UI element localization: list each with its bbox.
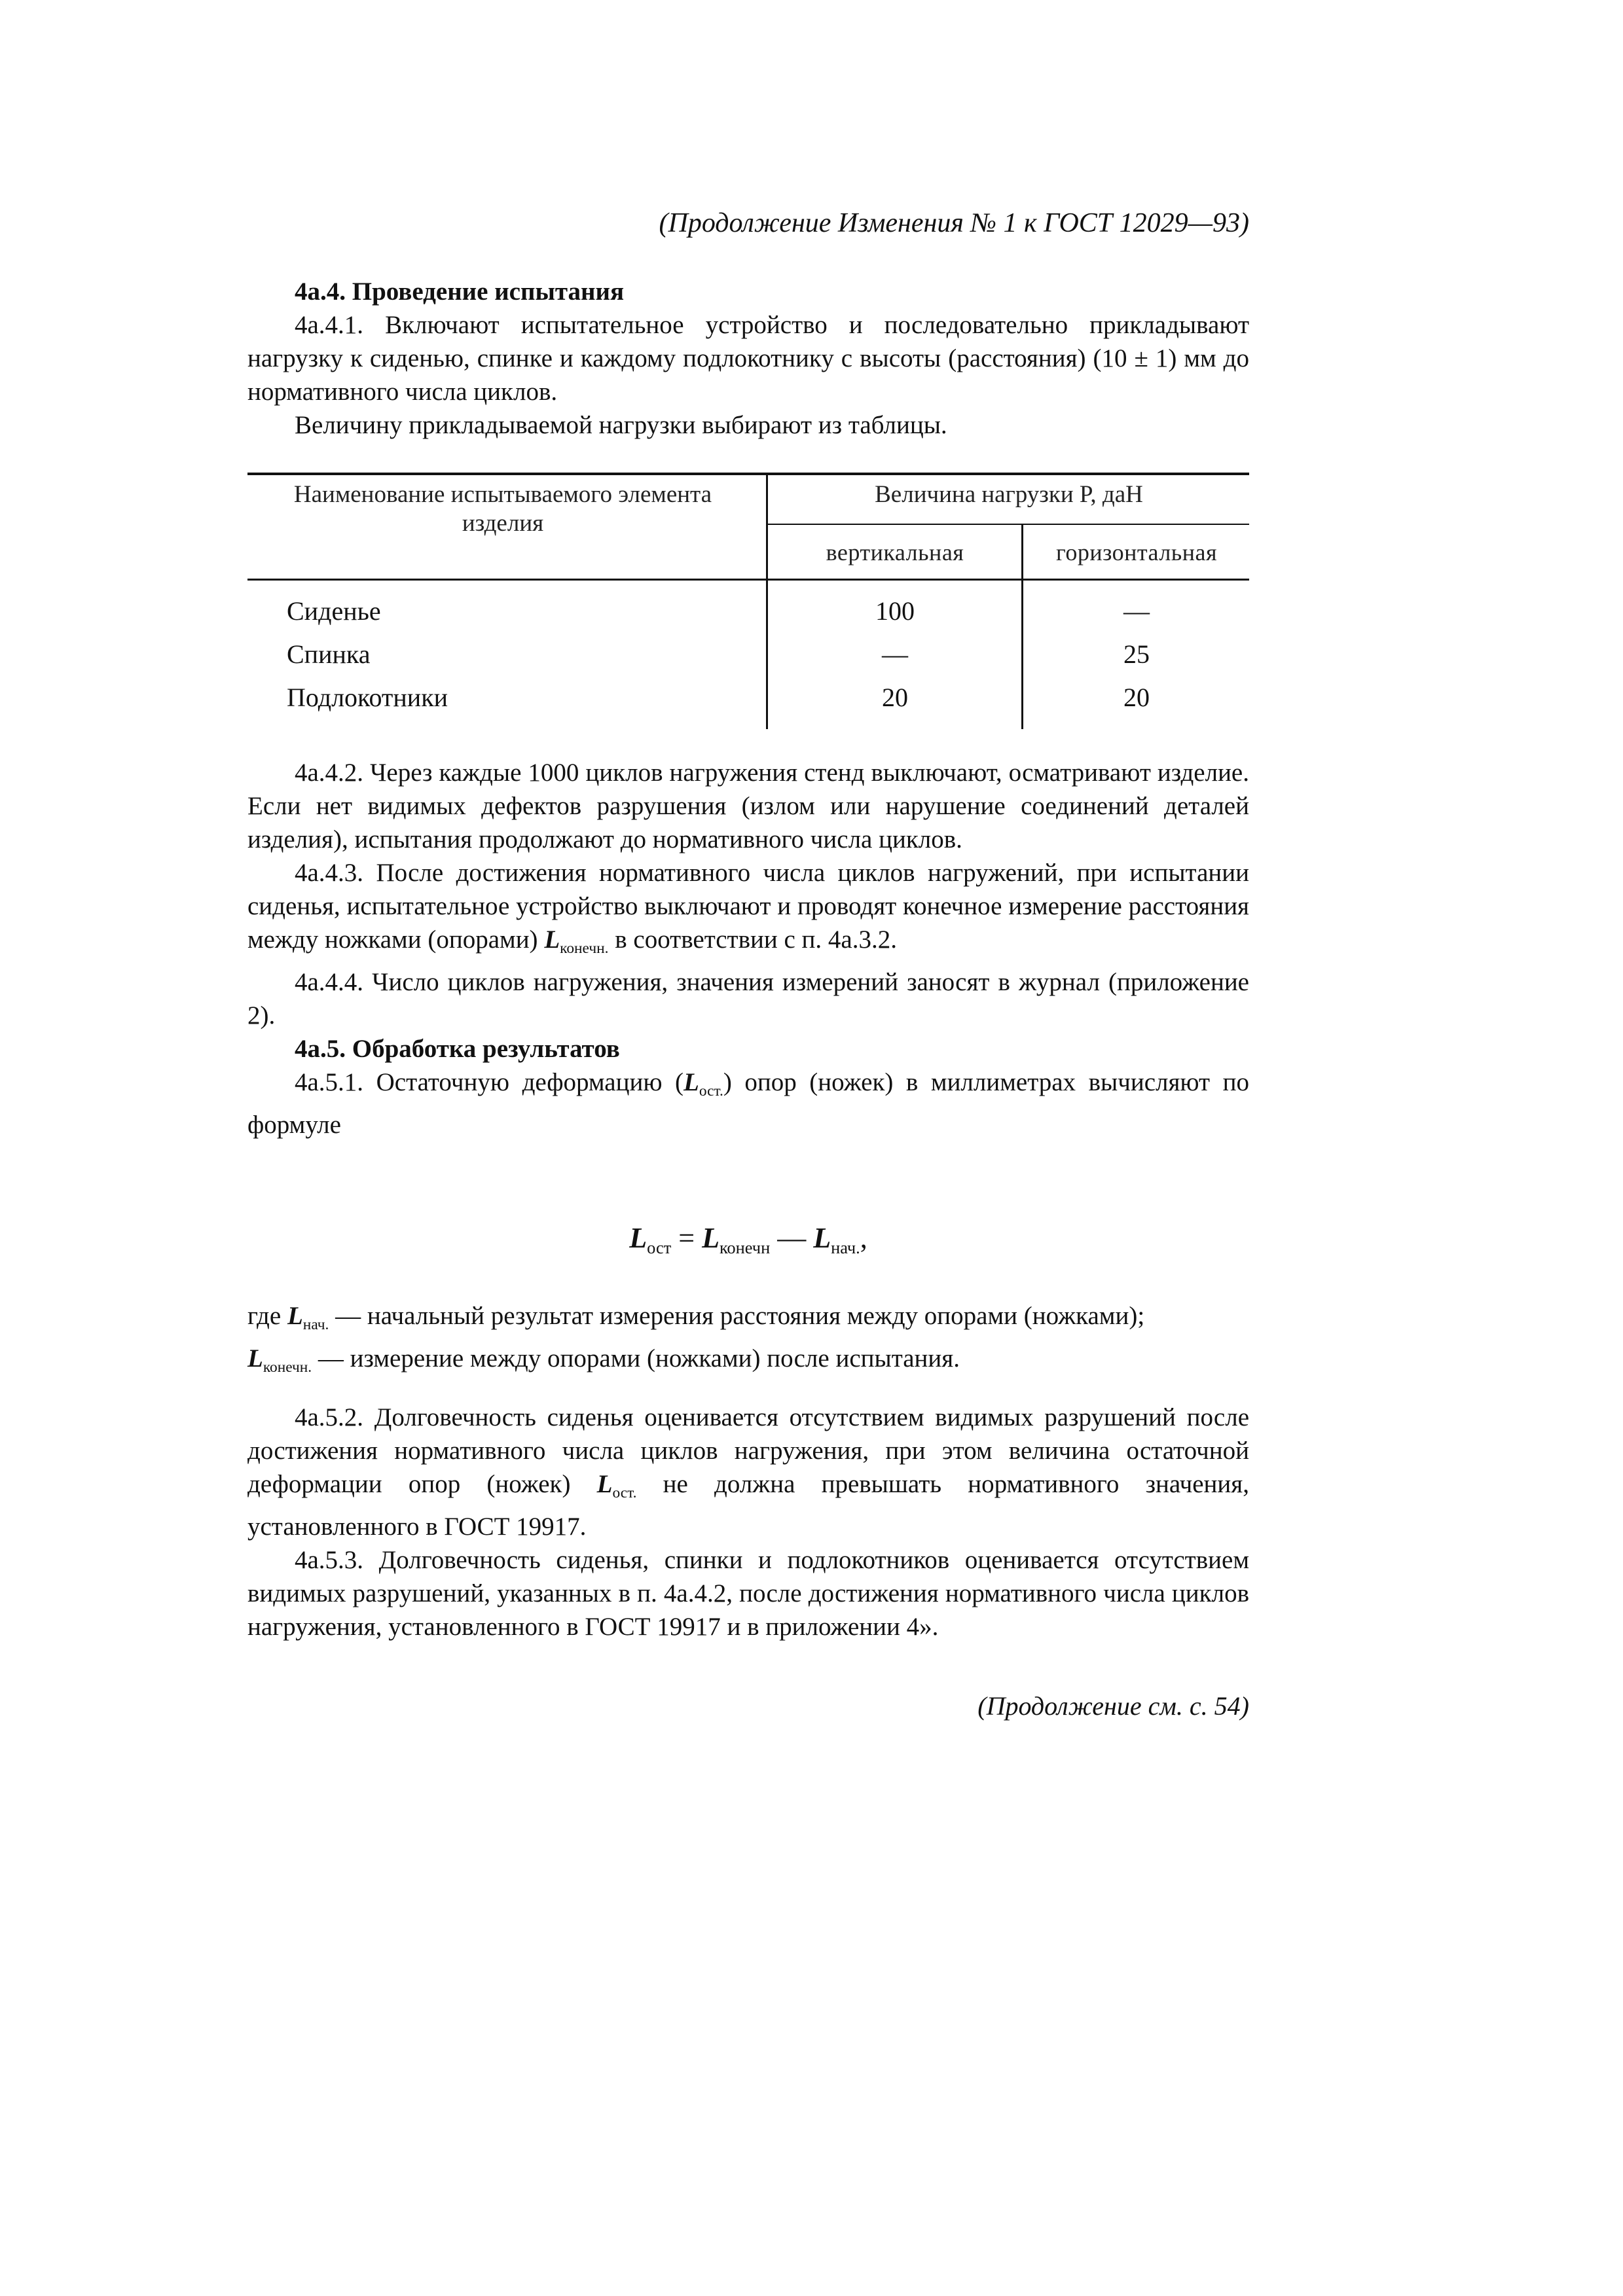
table-row-armrests-horizontal: 20 — [1123, 683, 1150, 712]
legend-l-initial-text: — начальный результат измерения расстояния между опорами (ножками); — [329, 1302, 1145, 1330]
load-table — [247, 473, 1249, 729]
formula-legend — [247, 1299, 1249, 1384]
table-row-seat-vertical: 100 — [875, 596, 915, 626]
section-4a4 — [247, 275, 1249, 442]
table-col-divider-2 — [1021, 524, 1023, 729]
section-heading-4a5 — [247, 1032, 1249, 1066]
section-title-4a5: Обработка результатов — [352, 1035, 620, 1064]
table-header-load — [769, 480, 1249, 509]
section-title: Проведение испытания — [352, 278, 625, 306]
table-row-back-name: Спинка — [287, 639, 371, 669]
paragraph-4a51 — [247, 1066, 1249, 1141]
legend-l-final-sub: конечн. — [263, 1359, 312, 1376]
legend-l-initial: где $L_{нач.}$ — начальный результат измерения расстояния между опорами (ножками); — [247, 1302, 1145, 1334]
symbol-L-residual: $L_{ост.}$ — [684, 1068, 723, 1100]
legend-l-final: $L_{конечн.}$ — измерение между опорами (ножками) после испытания. — [247, 1344, 960, 1376]
paragraph-4a53: 4а.5.3. Долговечность сиденья, спинки и подлокотников оценивается отсутствием видимых разрушений, указанных в п. 4а.4.2, после достижения нормативного числа циклов нагружения, установленного в ГОСТ 19917 и в приложении 4». — [247, 1546, 1249, 1641]
paragraph-4a52-tail: не должна превышать нормативного значения, установленного в ГОСТ 19917. — [247, 1470, 1249, 1541]
paragraph-4a52: 4а.5.2. Долговечность сиденья оценивается отсутствием видимых разрушений после достижения нормативного числа циклов нагружения, при этом величина остаточной деформации опор (ножек) $L_{ост.}$ не должна превышать нормативного значения, установленного в ГОСТ 19917. — [247, 1403, 1249, 1541]
paragraph-4a41: 4а.4.1. Включают испытательное устройство и последовательно прикладывают нагрузку к сиденью, спинке и каждому подлокотнику с высоты (расстояния) (10 ± 1) мм до нормативного числа циклов. — [247, 311, 1249, 406]
section-4a5-continued — [247, 1401, 1249, 1643]
table-row-armrests-name: Подлокотники — [287, 683, 448, 712]
table-row-back-vertical: — — [882, 639, 908, 669]
section-heading — [247, 275, 1249, 308]
formula-lhs-sub: ост — [647, 1238, 672, 1258]
continuation-footer: (Продолжение см. с. 54) — [977, 1691, 1249, 1721]
paragraph-4a52-text: 4а.5.2. Долговечность сиденья оценивается отсутствием видимых разрушений после достижения нормативного числа циклов нагружения, при этом величина остаточной деформации опор (ножек) — [247, 1403, 1249, 1498]
paragraph-4a44: 4а.4.4. Число циклов нагружения, значения измерений заносят в журнал (приложение 2). — [247, 968, 1249, 1030]
table-subheader-horizontal: горизонтальная — [1055, 539, 1218, 565]
table-col-divider-1 — [766, 473, 768, 729]
legend-l-initial-sub: нач. — [302, 1316, 329, 1334]
paragraph-4a51-tail: ) опор (ножек) в миллиметрах вычисляют по формуле — [247, 1068, 1249, 1139]
paragraph-load-choice: Величину прикладываемой нагрузки выбирают из таблицы. — [295, 411, 947, 439]
symbol-L-final: $L_{конечн.}$ — [544, 925, 609, 958]
section-number-4a5: 4а.5. — [295, 1035, 346, 1064]
residual-deformation-formula: $L_{ост} = L_{конечн}$ — $L_{нач.}$, — [629, 1222, 867, 1258]
table-subheader-rule — [767, 524, 1249, 525]
table-header-element: Наименование испытываемого элемента изделия — [293, 481, 712, 537]
formula-tail: , — [860, 1222, 867, 1254]
table-row-seat-name: Сиденье — [287, 596, 381, 626]
legend-lead: где — [247, 1302, 282, 1330]
paragraph-4a43-text: 4а.4.3. После достижения нормативного числа циклов нагружений, при испытании сиденья, испытательное устройство выключают и проводят конечное измерение расстояния между ножками (опорами) — [247, 859, 1249, 954]
table-header-rule — [247, 579, 1249, 581]
table-header-load-text: Величина нагрузки P, даН — [875, 481, 1143, 508]
section-number: 4а.4. — [295, 278, 346, 306]
continuation-header: (Продолжение Изменения № 1 к ГОСТ 12029—93) — [659, 208, 1249, 238]
formula-rhs1-sub: конечн — [719, 1238, 771, 1258]
table-row-back-horizontal: 25 — [1123, 639, 1150, 669]
legend-l-final-text: — измерение между опорами (ножками) после испытания. — [312, 1344, 960, 1373]
table-row-seat-horizontal: — — [1123, 596, 1150, 626]
table-row-armrests-vertical: 20 — [882, 683, 908, 712]
symbol-L-residual-sub: ост. — [699, 1083, 723, 1100]
paragraph-4a51-text: 4а.5.1. Остаточную деформацию ( — [295, 1068, 684, 1097]
paragraph-4a52-sub: ост. — [612, 1484, 637, 1502]
paragraph-4a43-tail: в соответствии с п. 4а.3.2. — [608, 925, 897, 954]
symbol-L-final-sub: конечн. — [560, 940, 609, 958]
paragraph-4a43 — [247, 856, 1249, 965]
formula-rhs2-sub: нач. — [831, 1238, 860, 1258]
section-4a4-continued — [247, 756, 1249, 1141]
table-top-rule — [247, 473, 1249, 475]
paragraph-4a42: 4а.4.2. Через каждые 1000 циклов нагружения стенд выключают, осматривают изделие. Если нет видимых дефектов разрушения (излом или нарушение соединений деталей изделия), испытания продолжают до нормативного числа циклов. — [247, 759, 1249, 853]
table-subheader-vertical: вертикальная — [826, 539, 964, 565]
